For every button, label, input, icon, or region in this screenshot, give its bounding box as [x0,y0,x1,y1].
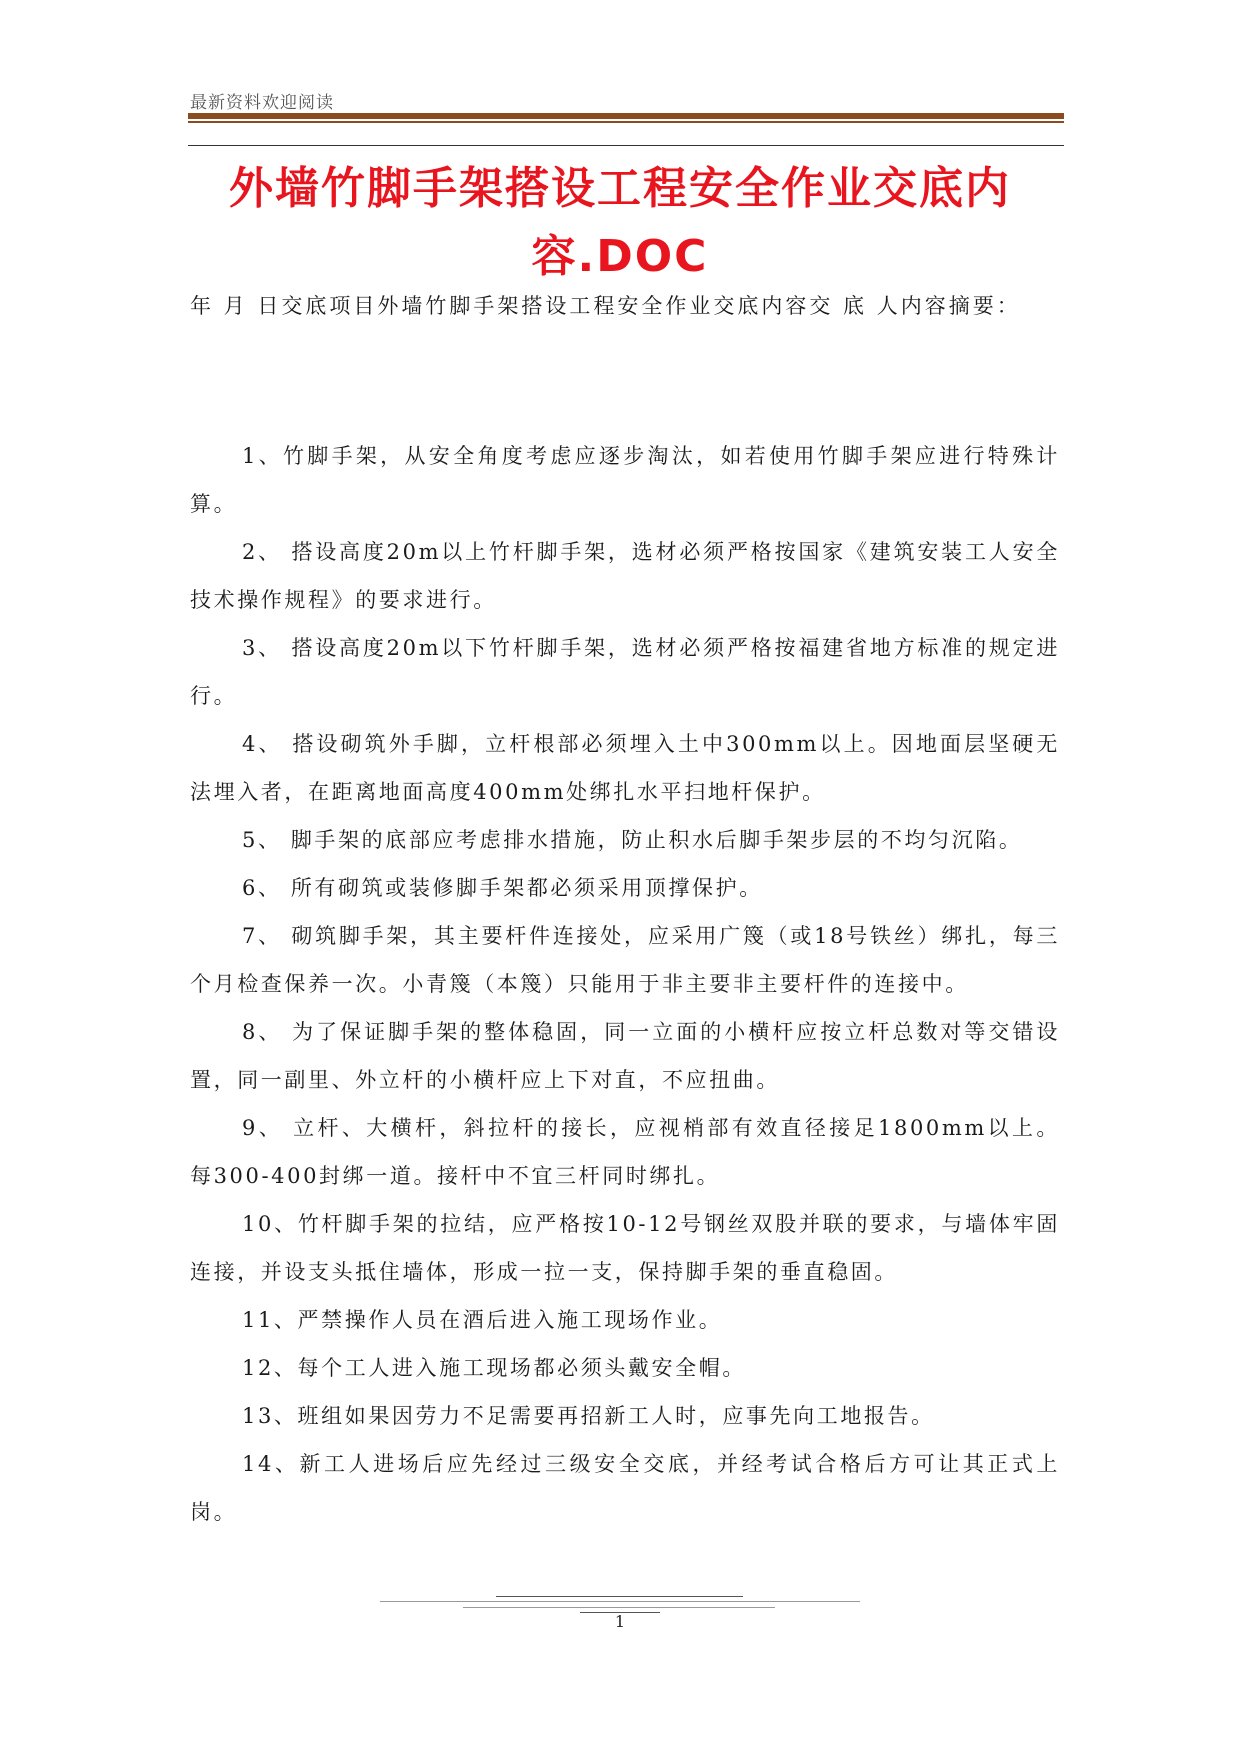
header-rule-thin [188,121,1064,123]
header-rule-thick [188,113,1064,119]
paragraph-9: 9、 立杆、大横杆，斜拉杆的接长，应视梢部有效直径接足1800mm以上。每300-400封绑一道。接杆中不宜三杆同时绑扎。 [190,1116,1060,1188]
paragraph-1: 1、竹脚手架，从安全角度考虑应逐步淘汰，如若使用竹脚手架应进行特殊计算。 [190,444,1060,516]
paragraph-14: 14、新工人进场后应先经过三级安全交底，并经考试合格后方可让其正式上岗。 [190,1452,1060,1524]
paragraph-8: 8、 为了保证脚手架的整体稳固，同一立面的小横杆应按立杆总数对等交错设置，同一副里、外立杆的小横杆应上下对直，不应扭曲。 [190,1020,1060,1092]
footer-rule [380,1601,860,1602]
document-title: 外墙竹脚手架搭设工程安全作业交底内容.DOC [229,163,1011,282]
paragraph-5: 5、 脚手架的底部应考虑排水措施，防止积水后脚手架步层的不均匀沉陷。 [242,828,1023,852]
footer-rule [496,1596,743,1597]
paragraph-4: 4、 搭设砌筑外手脚，立杆根部必须埋入土中300mm以上。因地面层坚硬无法埋入者，在距离地面高度400mm处绑扎水平扫地杆保护。 [190,732,1060,804]
paragraph-10: 10、竹杆脚手架的拉结，应严格按10-12号钢丝双股并联的要求，与墙体牢固连接，并设支头抵住墙体，形成一拉一支，保持脚手架的垂直稳固。 [190,1212,1060,1284]
paragraph-7: 7、 砌筑脚手架，其主要杆件连接处，应采用广篾（或18号铁丝）绑扎，每三个月检查保养一次。小青篾（本篾）只能用于非主要非主要杆件的连接中。 [190,924,1060,996]
footer-rule [463,1607,775,1608]
header-rule-under [188,145,1064,146]
document-body [190,432,1060,1536]
paragraph-13: 13、班组如果因劳力不足需要再招新工人时，应事先向工地报告。 [242,1404,935,1428]
paragraph-3: 3、 搭设高度20m以下竹杆脚手架，选材必须严格按福建省地方标准的规定进行。 [190,636,1060,708]
page-number: 1 [614,1612,626,1631]
paragraph-12: 12、每个工人进入施工现场都必须头戴安全帽。 [242,1356,746,1380]
paragraph-11: 11、严禁操作人员在酒后进入施工现场作业。 [242,1308,723,1332]
header-text: 最新资料欢迎阅读 [190,93,334,113]
paragraph-2: 2、 搭设高度20m以上竹杆脚手架，选材必须严格按国家《建筑安装工人安全技术操作规程》的要求进行。 [190,540,1060,612]
paragraph-6: 6、 所有砌筑或装修脚手架都必须采用顶撑保护。 [242,876,763,900]
document-intro: 年 月 日交底项目外墙竹脚手架搭设工程安全作业交底内容交 底 人内容摘要： [190,294,1021,318]
